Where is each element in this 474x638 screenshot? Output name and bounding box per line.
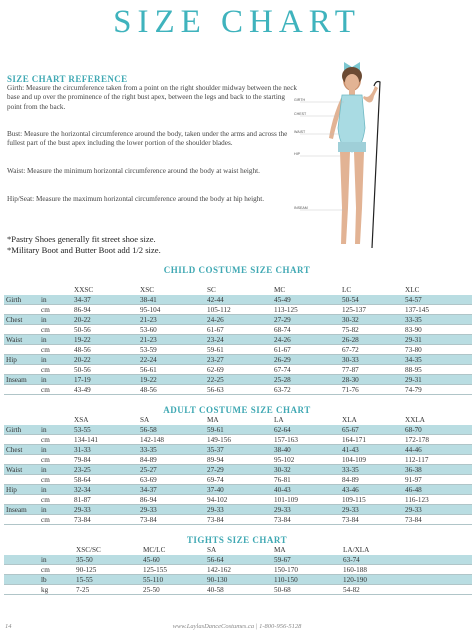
row-unit: in xyxy=(41,446,47,454)
table-cell: 116-123 xyxy=(405,496,429,504)
size-header: LC xyxy=(342,286,352,294)
table-cell: 15-55 xyxy=(76,576,93,584)
row-label: Girth xyxy=(6,296,22,304)
table-cell: 29-33 xyxy=(342,506,359,514)
table-cell: 142-162 xyxy=(207,566,231,574)
table-cell: 22-25 xyxy=(207,376,224,384)
row-unit: in xyxy=(41,356,47,364)
size-header: XLA xyxy=(342,416,357,424)
table-cell: 75-82 xyxy=(342,326,359,334)
table-cell: 45-49 xyxy=(274,296,291,304)
table-cell: 62-64 xyxy=(274,426,291,434)
table-cell: 34-35 xyxy=(405,356,422,364)
table-cell: 33-35 xyxy=(405,316,422,324)
row-unit: in xyxy=(41,336,47,344)
table-cell: 59-61 xyxy=(207,346,224,354)
table-cell: 43-49 xyxy=(74,386,91,394)
table-row xyxy=(4,365,472,375)
table-row xyxy=(4,565,472,575)
table-cell: 89-94 xyxy=(207,456,224,464)
table-cell: 149-156 xyxy=(207,436,231,444)
table-row xyxy=(4,385,472,395)
row-unit: cm xyxy=(41,456,50,464)
table-cell: 42-44 xyxy=(207,296,224,304)
table-cell: 48-56 xyxy=(140,386,157,394)
table-cell: 35-50 xyxy=(76,556,93,564)
size-header-row xyxy=(4,285,472,295)
page-title: SIZE CHART xyxy=(113,4,361,40)
table-cell: 40-43 xyxy=(274,486,291,494)
row-label: Hip xyxy=(6,486,17,494)
table-cell: 34-37 xyxy=(74,296,91,304)
table-cell: 36-38 xyxy=(405,466,422,474)
table-cell: 134-141 xyxy=(74,436,98,444)
table-cell: 94-102 xyxy=(207,496,228,504)
size-header: LA/XLA xyxy=(343,546,370,554)
table-cell: 91-97 xyxy=(405,476,422,484)
table-cell: 79-84 xyxy=(74,456,91,464)
page-number: 14 xyxy=(5,623,12,630)
table-cell: 50-54 xyxy=(342,296,359,304)
table-row xyxy=(4,515,472,525)
table-cell: 26-28 xyxy=(342,336,359,344)
size-header: LA xyxy=(274,416,284,424)
child-size-table xyxy=(4,285,472,395)
table-row xyxy=(4,295,472,305)
table-row xyxy=(4,455,472,465)
table-cell: 73-84 xyxy=(274,516,291,524)
table-cell: 61-67 xyxy=(274,346,291,354)
table-cell: 125-155 xyxy=(143,566,167,574)
row-label: Chest xyxy=(6,316,23,324)
table-cell: 86-94 xyxy=(74,306,91,314)
size-header: MA xyxy=(274,546,286,554)
row-unit: cm xyxy=(41,566,50,574)
table-cell: 23-25 xyxy=(74,466,91,474)
table-cell: 68-74 xyxy=(274,326,291,334)
table-cell: 88-95 xyxy=(405,366,422,374)
table-cell: 68-70 xyxy=(405,426,422,434)
table-cell: 77-87 xyxy=(342,366,359,374)
table-cell: 113-125 xyxy=(274,306,298,314)
table-cell: 30-33 xyxy=(342,356,359,364)
row-unit: in xyxy=(41,316,47,324)
footer-contact: www.LaylasDanceCostumes.ca | 1-800-956-5128 xyxy=(172,623,302,630)
size-header: XLC xyxy=(405,286,420,294)
row-unit: in xyxy=(41,506,47,514)
table-cell: 32-34 xyxy=(74,486,91,494)
table-row xyxy=(4,505,472,515)
table-cell: 33-35 xyxy=(140,446,157,454)
table-cell: 29-31 xyxy=(405,336,422,344)
table-cell: 137-145 xyxy=(405,306,429,314)
table-cell: 73-84 xyxy=(342,516,359,524)
row-unit: lb xyxy=(41,576,47,584)
size-header-row xyxy=(4,545,472,555)
table-cell: 59-67 xyxy=(274,556,291,564)
table-cell: 81-87 xyxy=(74,496,91,504)
table-cell: 53-59 xyxy=(140,346,157,354)
row-label: Inseam xyxy=(6,506,27,514)
table-cell: 21-23 xyxy=(140,316,157,324)
table-cell: 27-29 xyxy=(274,316,291,324)
adult-chart-title: ADULT COSTUME SIZE CHART xyxy=(163,405,311,415)
table-cell: 56-64 xyxy=(207,556,224,564)
table-cell: 50-56 xyxy=(74,366,91,374)
table-cell: 53-55 xyxy=(74,426,91,434)
table-row xyxy=(4,335,472,345)
tights-chart-title: TIGHTS SIZE CHART xyxy=(186,535,288,545)
row-unit: cm xyxy=(41,306,50,314)
table-row xyxy=(4,435,472,445)
table-cell: 71-76 xyxy=(342,386,359,394)
table-cell: 142-148 xyxy=(140,436,164,444)
table-cell: 27-29 xyxy=(207,466,224,474)
row-label: Girth xyxy=(6,426,22,434)
row-unit: cm xyxy=(41,386,50,394)
table-cell: 33-35 xyxy=(342,466,359,474)
row-label: Chest xyxy=(6,446,23,454)
row-unit: in xyxy=(41,556,47,564)
table-cell: 53-60 xyxy=(140,326,157,334)
row-unit: kg xyxy=(41,586,49,594)
table-cell: 20-22 xyxy=(74,356,91,364)
table-row xyxy=(4,445,472,455)
row-unit: in xyxy=(41,376,47,384)
size-header: MA xyxy=(207,416,219,424)
row-label: Waist xyxy=(6,466,23,474)
table-cell: 29-33 xyxy=(140,506,157,514)
table-row xyxy=(4,575,472,585)
row-unit: cm xyxy=(41,516,50,524)
table-cell: 24-26 xyxy=(207,316,224,324)
table-cell: 73-84 xyxy=(405,516,422,524)
shoe-notes xyxy=(7,234,297,256)
row-unit: cm xyxy=(41,496,50,504)
table-cell: 56-63 xyxy=(207,386,224,394)
table-cell: 95-102 xyxy=(274,456,295,464)
table-cell: 61-67 xyxy=(207,326,224,334)
table-row xyxy=(4,325,472,335)
table-cell: 109-115 xyxy=(342,496,366,504)
figure-label-inseam: INSEAM xyxy=(294,206,308,210)
size-header: SC xyxy=(207,286,216,294)
shoe-note-boot: *Military Boot and Butter Boot add 1/2 size. xyxy=(7,245,161,255)
table-cell: 23-27 xyxy=(207,356,224,364)
table-cell: 83-90 xyxy=(405,326,422,334)
table-cell: 74-79 xyxy=(405,386,422,394)
waist-description: Waist: Measure the minimum horizontal circumference around the body at waist height. xyxy=(7,167,260,175)
girth-description: Girth: Measure the circumference taken from a point on the right shoulder midway between the neck base and up over the prominence of the right bust apex, between the legs and back to the starting point from the back. xyxy=(7,84,297,111)
table-row xyxy=(4,425,472,435)
size-header: XXSC xyxy=(74,286,94,294)
reference-heading: SIZE CHART REFERENCE xyxy=(7,74,128,84)
table-cell: 84-89 xyxy=(140,456,157,464)
table-cell: 62-69 xyxy=(207,366,224,374)
table-cell: 24-26 xyxy=(274,336,291,344)
table-cell: 55-110 xyxy=(143,576,164,584)
table-cell: 28-30 xyxy=(342,376,359,384)
table-cell: 56-58 xyxy=(140,426,157,434)
table-cell: 50-68 xyxy=(274,586,291,594)
table-cell: 150-170 xyxy=(274,566,298,574)
hip-description: Hip/Seat: Measure the maximum horizontal circumference around the body at hip height. xyxy=(7,195,265,203)
shoe-note-pastry: *Pastry Shoes generally fit street shoe size. xyxy=(7,234,156,244)
table-cell: 29-33 xyxy=(74,506,91,514)
table-cell: 29-33 xyxy=(207,506,224,514)
table-cell: 172-178 xyxy=(405,436,429,444)
size-header: XSC/SC xyxy=(76,546,101,554)
table-cell: 73-80 xyxy=(405,346,422,354)
size-header-row xyxy=(4,415,472,425)
size-header: XXLA xyxy=(405,416,425,424)
figure-label-chest: CHEST xyxy=(294,112,307,116)
table-cell: 67-74 xyxy=(274,366,291,374)
table-cell: 105-112 xyxy=(207,306,231,314)
table-cell: 29-33 xyxy=(405,506,422,514)
table-cell: 30-32 xyxy=(274,466,291,474)
table-row xyxy=(4,475,472,485)
table-row xyxy=(4,465,472,475)
table-cell: 59-61 xyxy=(207,426,224,434)
table-cell: 54-57 xyxy=(405,296,422,304)
table-row xyxy=(4,555,472,565)
table-cell: 90-125 xyxy=(76,566,97,574)
row-label: Inseam xyxy=(6,376,27,384)
table-row xyxy=(4,585,472,595)
figure-label-girth: GIRTH xyxy=(294,98,306,102)
table-cell: 17-19 xyxy=(74,376,91,384)
table-cell: 84-89 xyxy=(342,476,359,484)
table-cell: 63-72 xyxy=(274,386,291,394)
row-unit: cm xyxy=(41,436,50,444)
table-cell: 76-81 xyxy=(274,476,291,484)
table-row xyxy=(4,355,472,365)
table-cell: 157-163 xyxy=(274,436,298,444)
table-cell: 43-46 xyxy=(342,486,359,494)
table-cell: 41-43 xyxy=(342,446,359,454)
table-row xyxy=(4,345,472,355)
row-unit: in xyxy=(41,486,47,494)
table-cell: 95-104 xyxy=(140,306,161,314)
row-unit: cm xyxy=(41,326,50,334)
table-cell: 23-24 xyxy=(207,336,224,344)
tights-size-table xyxy=(4,545,472,595)
table-cell: 120-190 xyxy=(343,576,367,584)
row-unit: in xyxy=(41,296,47,304)
table-cell: 34-37 xyxy=(140,486,157,494)
table-cell: 25-50 xyxy=(143,586,160,594)
table-cell: 35-37 xyxy=(207,446,224,454)
table-cell: 90-130 xyxy=(207,576,228,584)
table-row xyxy=(4,375,472,385)
row-unit: in xyxy=(41,466,47,474)
table-cell: 25-28 xyxy=(274,376,291,384)
table-cell: 63-74 xyxy=(343,556,360,564)
size-header: MC xyxy=(274,286,286,294)
table-cell: 110-150 xyxy=(274,576,298,584)
table-cell: 29-31 xyxy=(405,376,422,384)
size-header: SA xyxy=(207,546,217,554)
size-header: XSA xyxy=(74,416,89,424)
table-row xyxy=(4,315,472,325)
table-cell: 112-117 xyxy=(405,456,429,464)
table-cell: 19-22 xyxy=(74,336,91,344)
table-cell: 48-56 xyxy=(74,346,91,354)
table-cell: 86-94 xyxy=(140,496,157,504)
table-row xyxy=(4,485,472,495)
table-cell: 25-27 xyxy=(140,466,157,474)
table-cell: 22-24 xyxy=(140,356,157,364)
figure-label-hip: HIP xyxy=(294,152,300,156)
bust-description: Bust: Measure the horizontal circumference around the body, taken under the arms and across the fullest part of the bust apex including the lower portion of the shoulder blades. xyxy=(7,130,288,148)
table-cell: 54-82 xyxy=(343,586,360,594)
table-cell: 44-46 xyxy=(405,446,422,454)
row-unit: cm xyxy=(41,346,50,354)
size-header: XSC xyxy=(140,286,154,294)
table-cell: 46-48 xyxy=(405,486,422,494)
table-cell: 63-69 xyxy=(140,476,157,484)
table-cell: 73-84 xyxy=(207,516,224,524)
table-cell: 104-109 xyxy=(342,456,366,464)
figure-label-waist: WAIST xyxy=(294,130,306,134)
table-cell: 26-29 xyxy=(274,356,291,364)
table-cell: 164-171 xyxy=(342,436,366,444)
row-label: Waist xyxy=(6,336,23,344)
table-cell: 38-40 xyxy=(274,446,291,454)
model-figure xyxy=(292,58,468,258)
table-cell: 56-61 xyxy=(140,366,157,374)
size-header: SA xyxy=(140,416,150,424)
table-row xyxy=(4,305,472,315)
table-cell: 45-60 xyxy=(143,556,160,564)
table-cell: 40-58 xyxy=(207,586,224,594)
table-cell: 69-74 xyxy=(207,476,224,484)
table-cell: 73-84 xyxy=(74,516,91,524)
row-unit: cm xyxy=(41,366,50,374)
table-cell: 19-22 xyxy=(140,376,157,384)
child-chart-title: CHILD COSTUME SIZE CHART xyxy=(163,265,311,275)
row-label: Hip xyxy=(6,356,17,364)
table-cell: 37-40 xyxy=(207,486,224,494)
table-cell: 7-25 xyxy=(76,586,90,594)
table-cell: 20-22 xyxy=(74,316,91,324)
adult-size-table xyxy=(4,415,472,525)
table-cell: 38-41 xyxy=(140,296,157,304)
table-cell: 58-64 xyxy=(74,476,91,484)
table-cell: 50-56 xyxy=(74,326,91,334)
table-cell: 30-32 xyxy=(342,316,359,324)
table-cell: 67-72 xyxy=(342,346,359,354)
table-cell: 101-109 xyxy=(274,496,298,504)
table-cell: 125-137 xyxy=(342,306,366,314)
table-cell: 29-33 xyxy=(274,506,291,514)
table-cell: 31-33 xyxy=(74,446,91,454)
row-unit: cm xyxy=(41,476,50,484)
table-cell: 65-67 xyxy=(342,426,359,434)
table-row xyxy=(4,495,472,505)
size-header: MC/LC xyxy=(143,546,166,554)
table-cell: 160-188 xyxy=(343,566,367,574)
table-cell: 73-84 xyxy=(140,516,157,524)
table-cell: 21-23 xyxy=(140,336,157,344)
row-unit: in xyxy=(41,426,47,434)
